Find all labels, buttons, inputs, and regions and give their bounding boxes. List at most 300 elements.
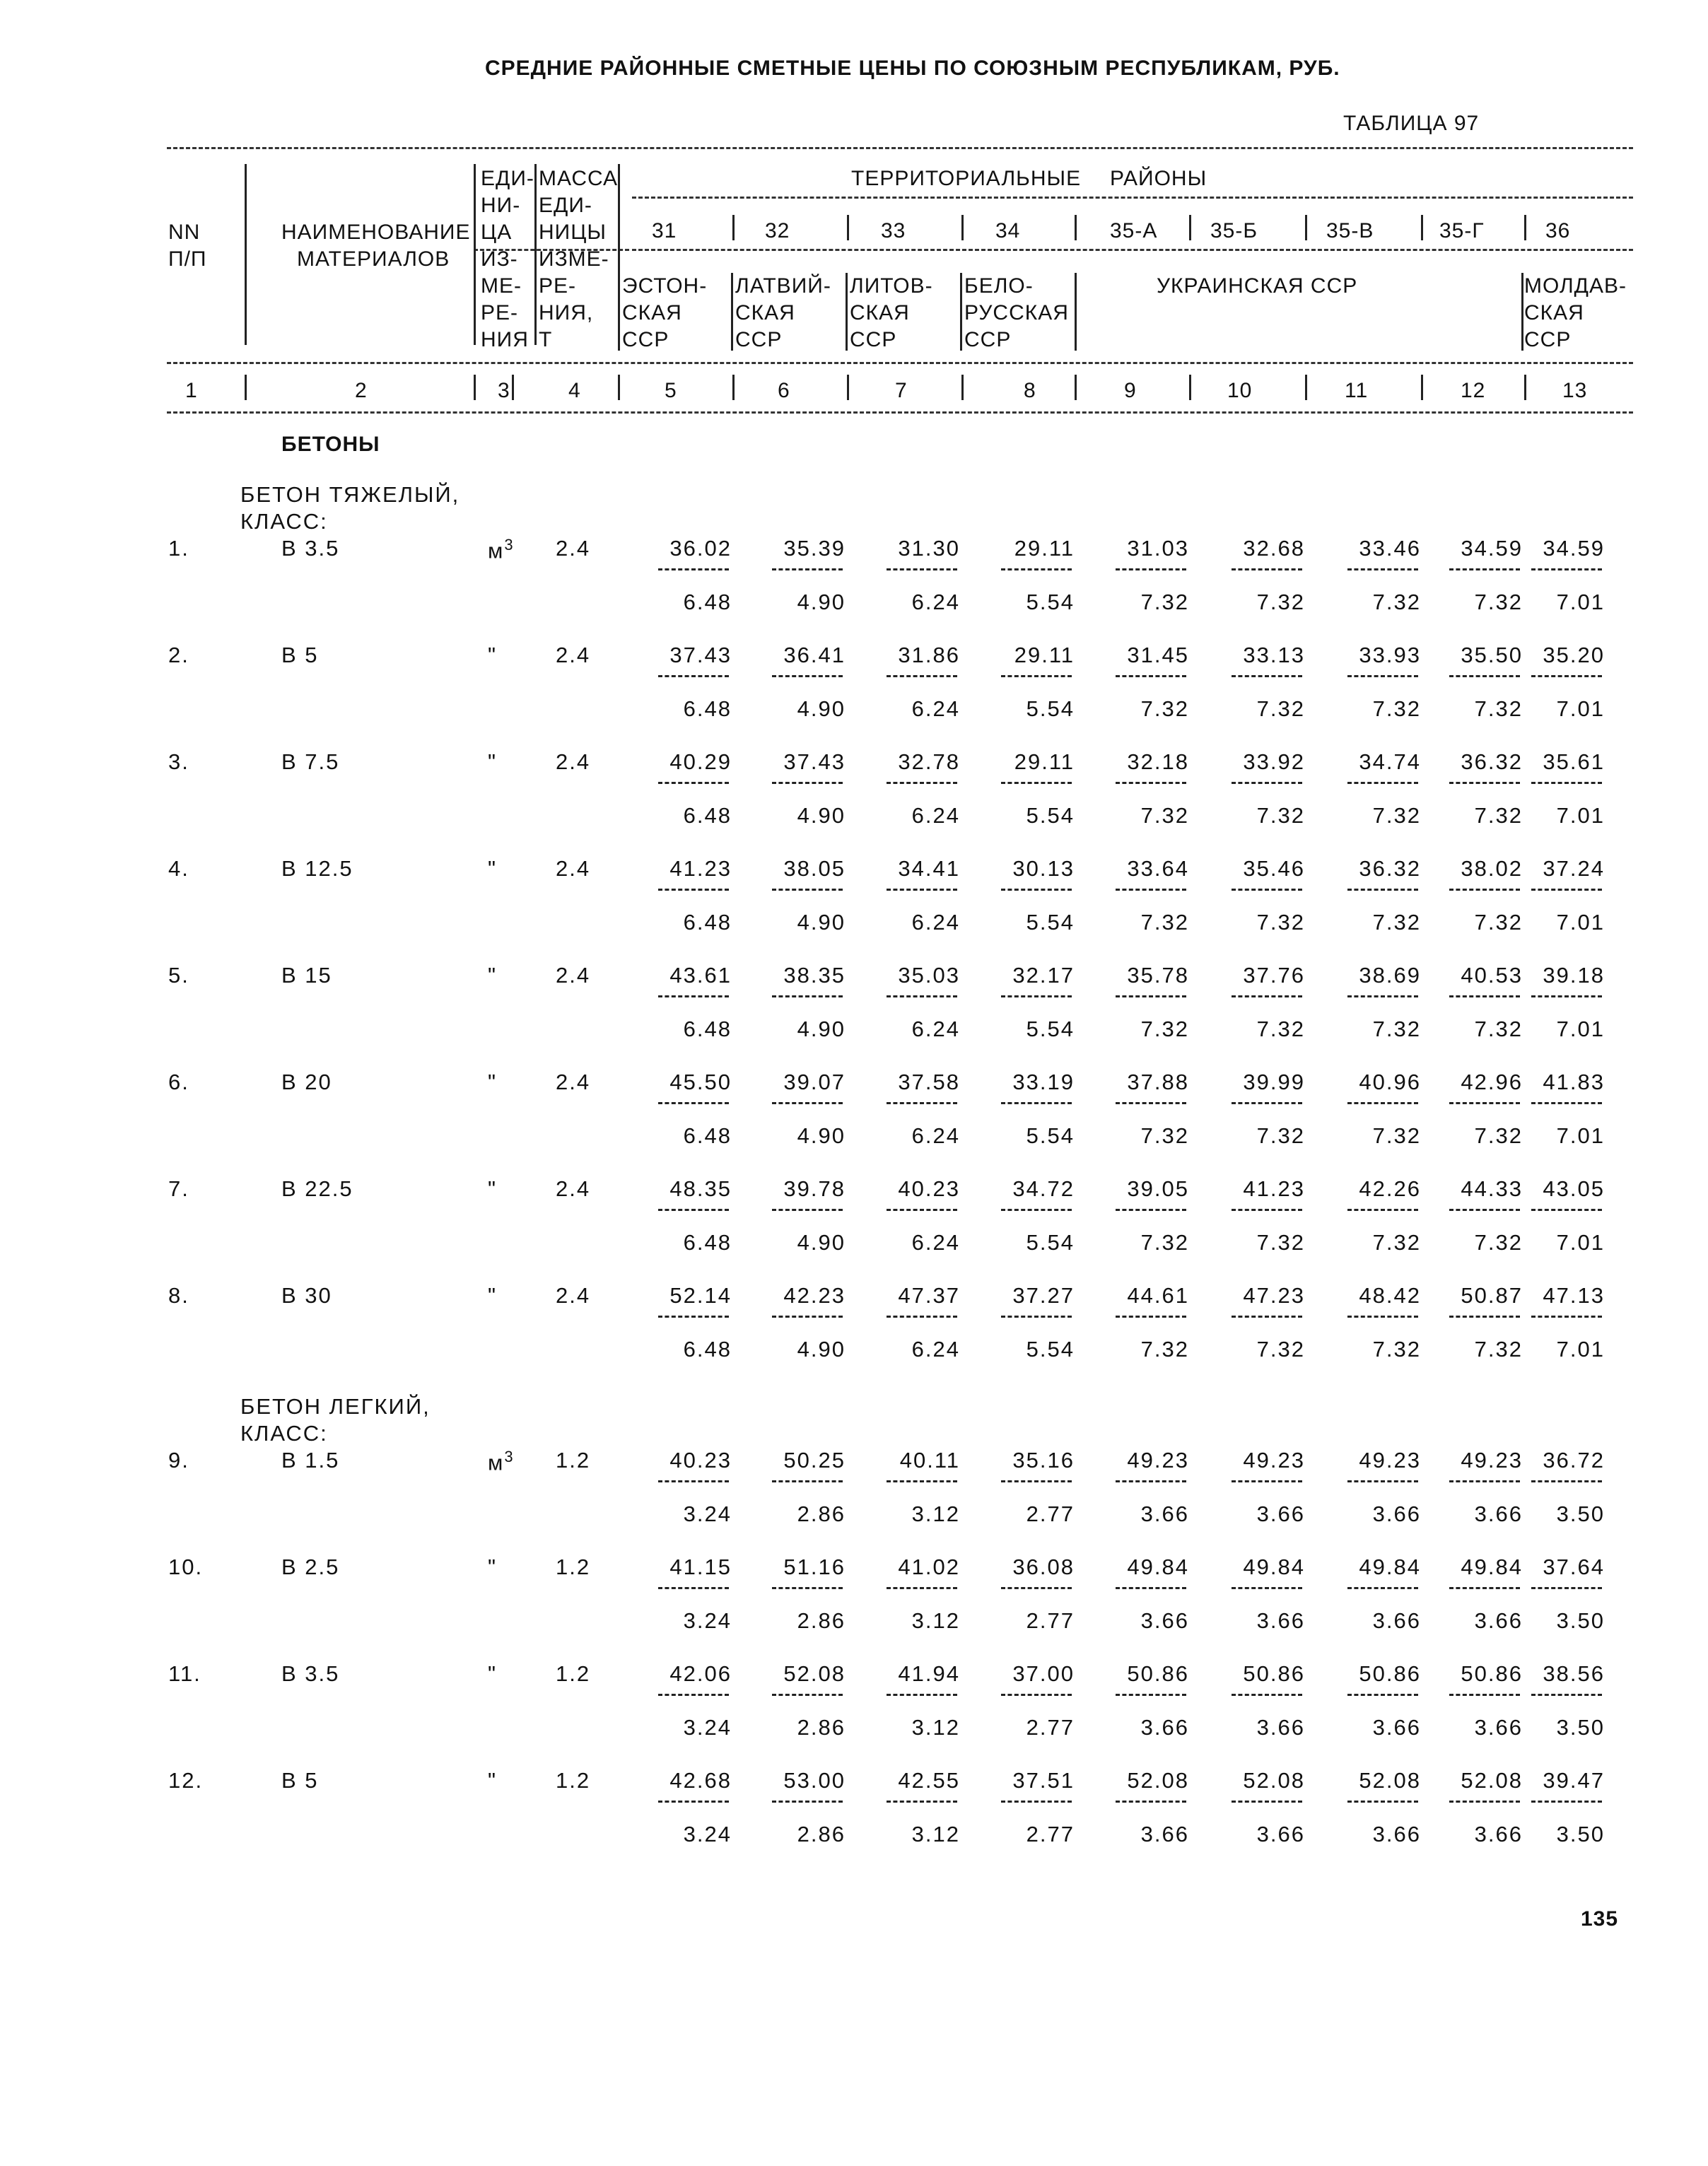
sub-value-cell: 3.66 xyxy=(1372,1608,1421,1633)
price-cell: 37.76 xyxy=(1243,963,1305,988)
sub-value-cell: 3.24 xyxy=(683,1715,732,1740)
price-cell: 32.17 xyxy=(1012,963,1075,988)
unit-cell: " xyxy=(488,643,498,667)
price-cell: 42.06 xyxy=(669,1661,732,1686)
sub-value-cell: 7.32 xyxy=(1140,1337,1189,1362)
sub-value-cell: 6.24 xyxy=(911,1337,960,1362)
fraction-bar xyxy=(1001,1316,1072,1318)
header-republic-divider xyxy=(618,273,620,351)
fraction-bar xyxy=(1531,1801,1602,1803)
unit-cell: $м^3$ xyxy=(488,1448,515,1475)
unit-exponent: 3 xyxy=(504,1448,515,1465)
mass-cell: 1.2 xyxy=(556,1448,591,1473)
sub-value-cell: 3.66 xyxy=(1474,1608,1523,1633)
price-cell: 29.11 xyxy=(1014,749,1075,774)
sub-value-cell: 3.66 xyxy=(1474,1822,1523,1846)
sub-value-cell: 6.48 xyxy=(683,1123,732,1148)
fraction-bar xyxy=(1001,1102,1072,1104)
price-cell: 52.08 xyxy=(1127,1768,1189,1793)
price-cell: 35.61 xyxy=(1543,749,1605,774)
fraction-bar xyxy=(658,1316,729,1318)
fraction-bar xyxy=(1531,1694,1602,1696)
mass-cell: 2.4 xyxy=(556,643,591,667)
fraction-bar xyxy=(1001,1694,1072,1696)
fraction-bar xyxy=(887,675,957,677)
sub-value-cell: 3.24 xyxy=(683,1608,732,1633)
price-cell: 50.86 xyxy=(1127,1661,1189,1686)
price-cell: 50.86 xyxy=(1461,1661,1523,1686)
column-number: 5 xyxy=(665,379,677,402)
header-unit-line: РЕ- xyxy=(481,301,519,324)
fraction-bar xyxy=(1116,568,1186,570)
sub-value-cell: 6.48 xyxy=(683,696,732,721)
sub-value-cell: 6.48 xyxy=(683,1230,732,1255)
sub-value-cell: 2.77 xyxy=(1026,1822,1075,1846)
price-cell: 49.23 xyxy=(1127,1448,1189,1473)
fraction-bar xyxy=(1116,1316,1186,1318)
material-name: В 3.5 xyxy=(281,536,340,561)
fraction-bar xyxy=(887,1694,957,1696)
header-code-divider xyxy=(1421,215,1423,240)
header-nn-line: NN xyxy=(168,221,201,244)
header-code-divider xyxy=(1075,215,1077,240)
header-republic-line: ССР xyxy=(1524,328,1572,351)
sub-value-cell: 3.50 xyxy=(1556,1715,1605,1740)
sub-value-cell: 2.86 xyxy=(797,1501,846,1526)
header-mass-line: МАССА xyxy=(539,167,619,190)
material-name: В 3.5 xyxy=(281,1661,340,1686)
price-cell: 29.11 xyxy=(1014,536,1075,561)
price-cell: 51.16 xyxy=(783,1555,846,1579)
mass-cell: 2.4 xyxy=(556,1070,591,1094)
price-cell: 34.59 xyxy=(1543,536,1605,561)
sub-value-cell: 3.66 xyxy=(1140,1715,1189,1740)
fraction-bar xyxy=(1347,1801,1418,1803)
header-code-divider xyxy=(1305,215,1307,240)
sub-value-cell: 3.50 xyxy=(1556,1501,1605,1526)
sub-value-cell: 3.66 xyxy=(1372,1822,1421,1846)
fraction-bar xyxy=(772,995,843,997)
fraction-bar xyxy=(1001,889,1072,891)
fraction-bar xyxy=(658,1587,729,1589)
price-cell: 50.25 xyxy=(783,1448,846,1473)
price-cell: 49.23 xyxy=(1359,1448,1421,1473)
header-republic-line: СКАЯ xyxy=(850,301,910,324)
sub-value-cell: 3.50 xyxy=(1556,1822,1605,1846)
sub-value-cell: 2.77 xyxy=(1026,1608,1075,1633)
sub-value-cell: 7.32 xyxy=(1372,1230,1421,1255)
sub-value-cell: 7.01 xyxy=(1556,696,1605,721)
sub-value-cell: 7.32 xyxy=(1140,803,1189,828)
sub-value-cell: 3.66 xyxy=(1140,1501,1189,1526)
price-cell: 49.84 xyxy=(1461,1555,1523,1579)
fraction-bar xyxy=(1232,1694,1302,1696)
sub-value-cell: 7.32 xyxy=(1474,1337,1523,1362)
sub-value-cell: 3.66 xyxy=(1474,1501,1523,1526)
header-top-rule xyxy=(167,147,1633,149)
fraction-bar xyxy=(658,568,729,570)
price-cell: 42.68 xyxy=(669,1768,732,1793)
price-cell: 33.46 xyxy=(1359,536,1421,561)
fraction-bar xyxy=(1347,1480,1418,1482)
header-republic-line: СКАЯ xyxy=(735,301,795,324)
price-cell: 34.41 xyxy=(898,856,960,881)
sub-value-cell: 5.54 xyxy=(1026,803,1075,828)
fraction-bar xyxy=(1531,1480,1602,1482)
unit-exponent: 3 xyxy=(504,536,515,554)
unit-cell: " xyxy=(488,1768,498,1793)
divider-unit xyxy=(534,164,537,345)
header-regions: РАЙОНЫ xyxy=(1110,167,1207,190)
sub-value-cell: 3.12 xyxy=(911,1608,960,1633)
price-cell: 35.78 xyxy=(1127,963,1189,988)
price-cell: 33.19 xyxy=(1012,1070,1075,1094)
sub-value-cell: 2.77 xyxy=(1026,1715,1075,1740)
sub-value-cell: 7.32 xyxy=(1474,696,1523,721)
sub-value-cell: 3.66 xyxy=(1474,1715,1523,1740)
sub-value-cell: 7.32 xyxy=(1140,590,1189,614)
sub-value-cell: 5.54 xyxy=(1026,1230,1075,1255)
sub-value-cell: 3.66 xyxy=(1140,1608,1189,1633)
divider-nn xyxy=(245,164,247,345)
colnum-bottom-rule xyxy=(167,411,1633,414)
price-cell: 47.23 xyxy=(1243,1283,1305,1308)
fraction-bar xyxy=(1449,1587,1520,1589)
fraction-bar xyxy=(887,782,957,784)
sub-value-cell: 7.32 xyxy=(1372,696,1421,721)
price-cell: 37.58 xyxy=(898,1070,960,1094)
fraction-bar xyxy=(1001,1801,1072,1803)
price-cell: 42.55 xyxy=(898,1768,960,1793)
material-name: В 15 xyxy=(281,963,332,988)
sub-value-cell: 6.48 xyxy=(683,590,732,614)
sub-value-cell: 6.24 xyxy=(911,1123,960,1148)
fraction-bar xyxy=(772,1102,843,1104)
column-number-divider xyxy=(1421,375,1423,400)
sub-value-cell: 7.32 xyxy=(1140,1017,1189,1041)
sub-value-cell: 5.54 xyxy=(1026,1337,1075,1362)
sub-value-cell: 4.90 xyxy=(797,696,846,721)
header-region-code: 35-В xyxy=(1326,219,1374,242)
fraction-bar xyxy=(1347,675,1418,677)
fraction-bar xyxy=(658,1480,729,1482)
price-cell: 44.61 xyxy=(1127,1283,1189,1308)
sub-value-cell: 5.54 xyxy=(1026,1123,1075,1148)
fraction-bar xyxy=(1001,782,1072,784)
fraction-bar xyxy=(1232,1102,1302,1104)
column-number: 6 xyxy=(778,379,790,402)
sub-value-cell: 3.66 xyxy=(1256,1822,1305,1846)
price-cell: 35.16 xyxy=(1012,1448,1075,1473)
fraction-bar xyxy=(1449,1801,1520,1803)
header-region-code: 34 xyxy=(995,219,1021,242)
fraction-bar xyxy=(658,1102,729,1104)
header-region-code: 31 xyxy=(652,219,677,242)
price-cell: 42.96 xyxy=(1461,1070,1523,1094)
sub-value-cell: 7.32 xyxy=(1372,1337,1421,1362)
column-number: 12 xyxy=(1461,379,1486,402)
price-cell: 43.61 xyxy=(669,963,732,988)
row-number: 9. xyxy=(168,1448,189,1473)
price-cell: 39.07 xyxy=(783,1070,846,1094)
price-cell: 53.00 xyxy=(783,1768,846,1793)
fraction-bar xyxy=(1232,889,1302,891)
price-cell: 30.13 xyxy=(1012,856,1075,881)
price-cell: 52.14 xyxy=(669,1283,732,1308)
sub-value-cell: 4.90 xyxy=(797,1017,846,1041)
sub-value-cell: 6.48 xyxy=(683,1017,732,1041)
fraction-bar xyxy=(772,1801,843,1803)
fraction-bar xyxy=(1449,782,1520,784)
sub-value-cell: 3.66 xyxy=(1256,1501,1305,1526)
price-cell: 42.26 xyxy=(1359,1176,1421,1201)
price-cell: 40.96 xyxy=(1359,1070,1421,1094)
sub-value-cell: 3.50 xyxy=(1556,1608,1605,1633)
price-cell: 36.02 xyxy=(669,536,732,561)
price-cell: 37.51 xyxy=(1012,1768,1075,1793)
price-cell: 40.29 xyxy=(669,749,732,774)
sub-value-cell: 7.01 xyxy=(1556,1123,1605,1148)
fraction-bar xyxy=(658,995,729,997)
price-cell: 34.74 xyxy=(1359,749,1421,774)
sub-value-cell: 5.54 xyxy=(1026,590,1075,614)
price-cell: 40.23 xyxy=(669,1448,732,1473)
fraction-bar xyxy=(772,1694,843,1696)
sub-value-cell: 2.86 xyxy=(797,1822,846,1846)
header-mass-line: НИЦЫ xyxy=(539,221,607,244)
fraction-bar xyxy=(887,1102,957,1104)
price-cell: 50.86 xyxy=(1243,1661,1305,1686)
sub-value-cell: 3.66 xyxy=(1256,1715,1305,1740)
sub-value-cell: 6.48 xyxy=(683,910,732,935)
fraction-bar xyxy=(1449,1316,1520,1318)
price-cell: 31.30 xyxy=(898,536,960,561)
header-region-code: 36 xyxy=(1545,219,1571,242)
fraction-bar xyxy=(772,1209,843,1211)
sub-value-cell: 4.90 xyxy=(797,1230,846,1255)
column-number: 4 xyxy=(568,379,581,402)
price-cell: 35.03 xyxy=(898,963,960,988)
column-number: 13 xyxy=(1562,379,1588,402)
sub-value-cell: 6.48 xyxy=(683,803,732,828)
column-number-divider xyxy=(512,375,514,400)
material-name: В 7.5 xyxy=(281,749,340,774)
unit-cell: " xyxy=(488,1176,498,1201)
header-republic-line: ССР xyxy=(622,328,669,351)
price-cell: 38.35 xyxy=(783,963,846,988)
sub-value-cell: 7.32 xyxy=(1256,910,1305,935)
material-name: В 1.5 xyxy=(281,1448,340,1473)
price-cell: 35.46 xyxy=(1243,856,1305,881)
price-cell: 47.13 xyxy=(1543,1283,1605,1308)
row-number: 6. xyxy=(168,1070,189,1094)
row-number: 4. xyxy=(168,856,189,881)
fraction-bar xyxy=(1449,568,1520,570)
header-republic-divider xyxy=(1075,273,1077,351)
header-republic-line: СКАЯ xyxy=(622,301,682,324)
sub-value-cell: 5.54 xyxy=(1026,696,1075,721)
price-cell: 50.86 xyxy=(1359,1661,1421,1686)
price-cell: 49.84 xyxy=(1243,1555,1305,1579)
fraction-bar xyxy=(1347,782,1418,784)
price-cell: 38.02 xyxy=(1461,856,1523,881)
price-cell: 33.92 xyxy=(1243,749,1305,774)
material-name: В 5 xyxy=(281,1768,319,1793)
sub-value-cell: 5.54 xyxy=(1026,1017,1075,1041)
sub-value-cell: 3.66 xyxy=(1140,1822,1189,1846)
codes-rule xyxy=(632,249,1633,251)
unit-cell: " xyxy=(488,1555,498,1579)
divider-name xyxy=(474,164,476,345)
sub-value-cell: 4.90 xyxy=(797,910,846,935)
fraction-bar xyxy=(1116,995,1186,997)
sub-value-cell: 7.32 xyxy=(1256,803,1305,828)
header-code-divider xyxy=(961,215,964,240)
sub-value-cell: 6.24 xyxy=(911,1017,960,1041)
price-cell: 38.56 xyxy=(1543,1661,1605,1686)
sub-value-cell: 7.32 xyxy=(1372,803,1421,828)
fraction-bar xyxy=(1347,889,1418,891)
header-republic-line: ССР xyxy=(850,328,897,351)
price-cell: 37.64 xyxy=(1543,1555,1605,1579)
mass-cell: 2.4 xyxy=(556,749,591,774)
header-nn-line: П/П xyxy=(168,247,207,271)
price-cell: 52.08 xyxy=(1461,1768,1523,1793)
row-number: 10. xyxy=(168,1555,204,1579)
price-cell: 31.03 xyxy=(1127,536,1189,561)
row-number: 1. xyxy=(168,536,189,561)
header-region-code: 33 xyxy=(881,219,906,242)
fraction-bar xyxy=(887,1480,957,1482)
price-cell: 34.59 xyxy=(1461,536,1523,561)
header-republic-line: БЕЛО- xyxy=(964,274,1034,298)
fraction-bar xyxy=(1001,1587,1072,1589)
column-number: 7 xyxy=(895,379,908,402)
fraction-bar xyxy=(1347,1694,1418,1696)
header-ukraine: УКРАИНСКАЯ ССР xyxy=(1157,274,1358,298)
sub-value-cell: 2.86 xyxy=(797,1608,846,1633)
fraction-bar xyxy=(1449,995,1520,997)
column-number-divider xyxy=(245,375,247,400)
column-number: 11 xyxy=(1345,379,1369,402)
group-label: КЛАСС: xyxy=(240,509,328,534)
price-cell: 29.11 xyxy=(1014,643,1075,667)
fraction-bar xyxy=(1116,1480,1186,1482)
unit-cell: " xyxy=(488,1661,498,1686)
column-number-divider xyxy=(474,375,476,400)
sub-value-cell: 6.24 xyxy=(911,803,960,828)
price-cell: 44.33 xyxy=(1461,1176,1523,1201)
fraction-bar xyxy=(658,782,729,784)
price-cell: 40.53 xyxy=(1461,963,1523,988)
fraction-bar xyxy=(1531,675,1602,677)
fraction-bar xyxy=(1347,568,1418,570)
sub-value-cell: 4.90 xyxy=(797,1123,846,1148)
price-cell: 36.32 xyxy=(1359,856,1421,881)
sub-value-cell: 6.48 xyxy=(683,1337,732,1362)
row-number: 3. xyxy=(168,749,189,774)
sub-value-cell: 3.66 xyxy=(1372,1715,1421,1740)
header-unit-line: ИЗ- xyxy=(481,247,518,271)
row-number: 2. xyxy=(168,643,189,667)
price-cell: 52.08 xyxy=(1359,1768,1421,1793)
fraction-bar xyxy=(772,1480,843,1482)
fraction-bar xyxy=(1232,1587,1302,1589)
fraction-bar xyxy=(887,889,957,891)
fraction-bar xyxy=(1001,675,1072,677)
sub-value-cell: 6.24 xyxy=(911,1230,960,1255)
sub-value-cell: 6.24 xyxy=(911,590,960,614)
header-territorial: ТЕРРИТОРИАЛЬНЫЕ xyxy=(851,167,1082,190)
header-republic-divider xyxy=(960,273,962,351)
price-cell: 35.50 xyxy=(1461,643,1523,667)
price-cell: 37.24 xyxy=(1543,856,1605,881)
column-number-divider xyxy=(732,375,735,400)
sub-value-cell: 3.24 xyxy=(683,1501,732,1526)
sub-value-cell: 7.32 xyxy=(1474,1017,1523,1041)
fraction-bar xyxy=(1531,1209,1602,1211)
mass-cell: 2.4 xyxy=(556,1176,591,1201)
header-region-code: 35-Б xyxy=(1210,219,1258,242)
fraction-bar xyxy=(1232,1801,1302,1803)
sub-value-cell: 6.24 xyxy=(911,910,960,935)
table-label: ТАБЛИЦА 97 xyxy=(1343,112,1480,135)
sub-value-cell: 7.32 xyxy=(1140,1230,1189,1255)
fraction-bar xyxy=(887,1587,957,1589)
sub-value-cell: 4.90 xyxy=(797,590,846,614)
fraction-bar xyxy=(1232,675,1302,677)
price-cell: 38.69 xyxy=(1359,963,1421,988)
fraction-bar xyxy=(1531,1102,1602,1104)
fraction-bar xyxy=(1449,889,1520,891)
header-republic-divider xyxy=(846,273,848,351)
price-cell: 39.99 xyxy=(1243,1070,1305,1094)
fraction-bar xyxy=(887,1316,957,1318)
unit-cell: " xyxy=(488,1283,498,1308)
sub-value-cell: 3.12 xyxy=(911,1501,960,1526)
sub-value-cell: 7.32 xyxy=(1256,696,1305,721)
header-mass-line: РЕ- xyxy=(539,274,577,298)
fraction-bar xyxy=(1531,1587,1602,1589)
fraction-bar xyxy=(658,675,729,677)
price-cell: 33.93 xyxy=(1359,643,1421,667)
header-unit-line: НИ- xyxy=(481,194,521,217)
price-cell: 39.78 xyxy=(783,1176,846,1201)
sub-value-cell: 7.32 xyxy=(1372,1123,1421,1148)
header-bottom-rule xyxy=(167,362,1633,364)
fraction-bar xyxy=(1232,995,1302,997)
fraction-bar xyxy=(1232,782,1302,784)
fraction-bar xyxy=(1116,1694,1186,1696)
price-cell: 41.02 xyxy=(898,1555,960,1579)
fraction-bar xyxy=(887,995,957,997)
sub-value-cell: 3.66 xyxy=(1372,1501,1421,1526)
header-unit-line: ЕДИ- xyxy=(481,167,534,190)
price-cell: 37.27 xyxy=(1012,1283,1075,1308)
row-number: 5. xyxy=(168,963,189,988)
fraction-bar xyxy=(1232,1480,1302,1482)
sub-value-cell: 7.32 xyxy=(1474,1123,1523,1148)
column-number-divider xyxy=(1305,375,1307,400)
price-cell: 43.05 xyxy=(1543,1176,1605,1201)
unit-cell: " xyxy=(488,749,498,774)
price-cell: 45.50 xyxy=(669,1070,732,1094)
price-cell: 39.18 xyxy=(1543,963,1605,988)
sub-value-cell: 7.32 xyxy=(1372,590,1421,614)
price-cell: 38.05 xyxy=(783,856,846,881)
fraction-bar xyxy=(1232,1209,1302,1211)
price-cell: 34.72 xyxy=(1012,1176,1075,1201)
